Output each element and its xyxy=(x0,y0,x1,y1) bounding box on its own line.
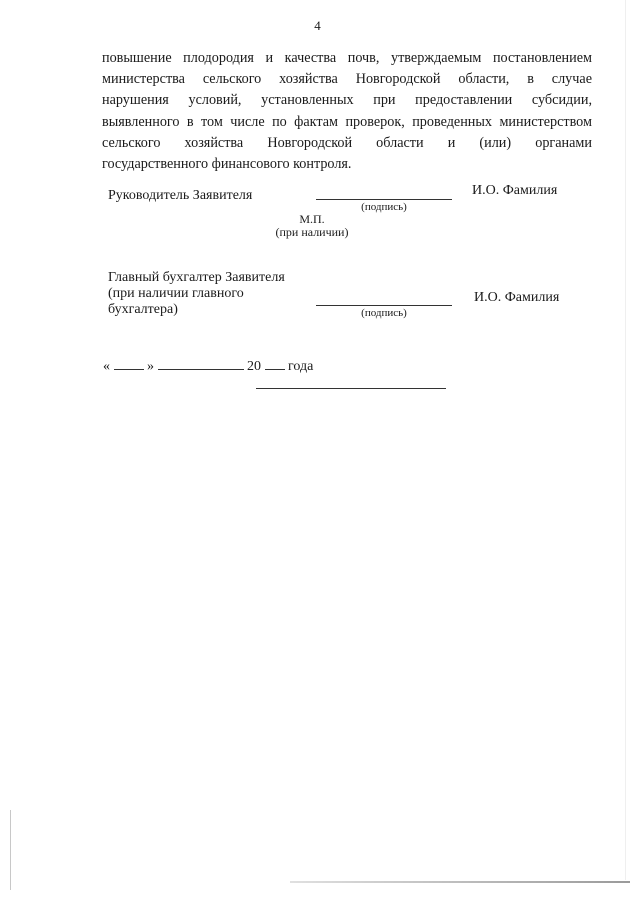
body-line: сельского хозяйства Новгородской области и (или) органами xyxy=(102,134,592,151)
date-open-quote: « xyxy=(103,359,110,374)
page-number: 4 xyxy=(314,18,321,33)
scan-edge-right xyxy=(625,0,626,880)
head-signature-line xyxy=(316,199,452,200)
year-prefix: 20 xyxy=(247,359,261,374)
accountant-label-line: (при наличии главного xyxy=(108,286,244,301)
stamp-note xyxy=(262,213,362,239)
day-blank xyxy=(114,357,144,370)
head-signature-label: Руководитель Заявителя xyxy=(108,188,253,203)
closing-rule xyxy=(256,388,446,389)
accountant-signature-name: И.О. Фамилия xyxy=(474,290,560,305)
date-line xyxy=(103,357,313,375)
year-blank xyxy=(265,357,285,370)
date-close-quote: » xyxy=(147,359,154,374)
stamp-label: М.П. xyxy=(299,212,325,226)
accountant-signature-caption: (подпись) xyxy=(361,307,407,319)
stamp-condition: (при наличии) xyxy=(275,225,349,239)
accountant-signature-line xyxy=(316,305,452,306)
body-line: государственного финансового контроля. xyxy=(102,156,352,173)
accountant-label-line: Главный бухгалтер Заявителя xyxy=(108,270,285,285)
date-suffix: года xyxy=(288,359,314,374)
accountant-signature-label xyxy=(108,270,285,318)
scan-edge-bottom xyxy=(290,881,630,883)
body-paragraph xyxy=(102,48,592,175)
scan-edge-left xyxy=(10,810,11,890)
body-line: министерства сельского хозяйства Новгородской области, в случае xyxy=(102,71,592,88)
accountant-label-line: бухгалтера) xyxy=(108,302,178,317)
body-line: выявленного в том числе по фактам проверок, проведенных министерством xyxy=(102,113,592,130)
body-line: нарушения условий, установленных при предоставлении субсидии, xyxy=(102,92,592,109)
head-signature-caption: (подпись) xyxy=(361,201,407,213)
month-blank xyxy=(158,357,244,370)
head-signature-name: И.О. Фамилия xyxy=(472,183,558,198)
body-line: повышение плодородия и качества почв, утверждаемым постановлением xyxy=(102,50,592,66)
